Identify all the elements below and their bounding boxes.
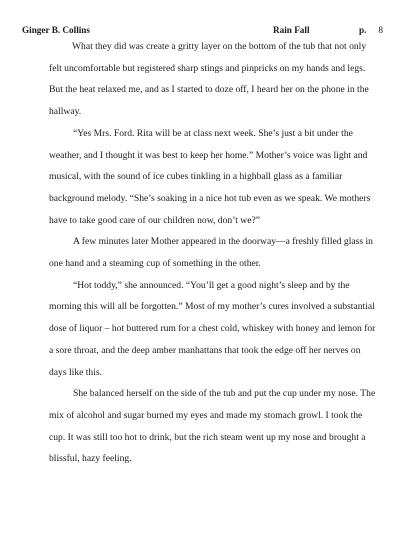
paragraph: What they did was create a gritty layer on the bottom of the tub that not only felt uncomfortable but registered sharp stings and pinpricks on my hands and legs. But the heat relaxed me, and as I started to doze off, I heard her on the phone in the hallway. [49,41,369,118]
header-page-label: p. [359,25,367,35]
paragraph: “Hot toddy,” she announced. “You’ll get a good night’s sleep and by the morning this will all be forgotten.” Most of my mother’s cures involved a substantial dose of liquor – hot buttered rum for a chest cold, whiskey with honey and lemon for a sore throat, and the deep amber manhattans that took the edge off her nerves on days like this. [49,279,376,378]
header-author: Ginger B. Collins [22,25,90,35]
header-page-indicator [359,23,383,37]
paragraph: A few minutes later Mother appeared in the doorway—a freshly filled glass in one hand and a steaming cup of something in the other. [49,236,373,270]
manuscript-body [49,36,376,470]
running-header [22,23,398,37]
header-page-number: 8 [378,25,384,35]
paragraph: She balanced herself on the side of the tub and put the cup under my nose. The mix of alcohol and sugar burned my eyes and made my stomach growl. I took the cup. It was still too hot to drink, but the rich steam went up my nose and brought a blissful, hazy feeling. [49,388,376,465]
header-title: Rain Fall [273,25,310,35]
paragraph: “Yes Mrs. Ford. Rita will be at class next week. She’s just a bit under the weather, and I thought it was best to keep her home.” Mother’s voice was light and musical, with the sound of ice cubes tinkling in a highball glass as a familiar background melody. “She’s soaking in a nice hot tub even as we speak. We mothers have to take good care of our children now, don’t we?” [49,127,371,226]
